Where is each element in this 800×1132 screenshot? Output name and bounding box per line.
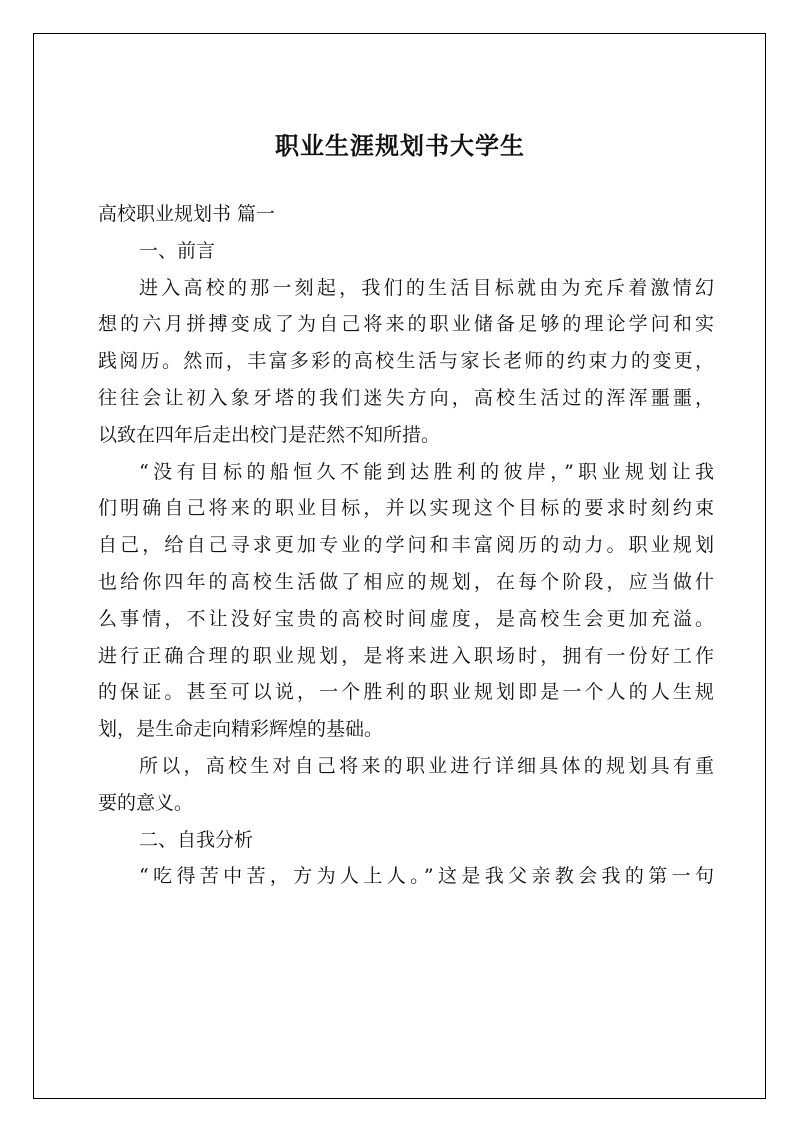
- paragraph-line: 以致在四年后走出校门是茫然不知所措。: [98, 423, 441, 446]
- paragraph-line: “没有目标的船恒久不能到达胜利的彼岸，”职业规划让我: [139, 460, 714, 483]
- document-body: [98, 196, 714, 895]
- paragraph-line: 自己，给自己寻求更加专业的学问和丰富阅历的动力。职业规划: [98, 534, 714, 557]
- paragraph-line: 想的六月拼搏变成了为自己将来的职业储备足够的理论学问和实: [98, 313, 714, 336]
- document-title: 职业生涯规划书大学生: [275, 131, 525, 160]
- subheading-self-analysis: 二、自我分析: [139, 828, 254, 851]
- paragraph-line: 进行正确合理的职业规划，是将来进入职场时，拥有一份好工作: [98, 644, 714, 667]
- paragraph-line: 要的意义。: [98, 791, 194, 814]
- paragraph-line: 践阅历。然而，丰富多彩的高校生活与家长老师的约束力的变更，: [98, 350, 714, 373]
- paragraph-line: 们明确自己将来的职业目标，并以实现这个目标的要求时刻约束: [98, 497, 714, 520]
- paragraph-line: 进入高校的那一刻起，我们的生活目标就由为充斥着激情幻: [139, 276, 714, 299]
- paragraph-line: 所以，高校生对自己将来的职业进行详细具体的规划具有重: [139, 754, 714, 777]
- paragraph-line: 往往会让初入象牙塔的我们迷失方向，高校生活过的浑浑噩噩，: [98, 386, 714, 409]
- paragraph-line: 的保证。甚至可以说，一个胜利的职业规划即是一个人的人生规: [98, 681, 714, 704]
- paragraph-line: “吃得苦中苦，方为人上人。”这是我父亲教会我的第一句: [139, 865, 714, 888]
- paragraph-line: 也给你四年的高校生活做了相应的规划，在每个阶段，应当做什: [98, 570, 714, 593]
- paragraph-line: 划，是生命走向精彩辉煌的基础。: [98, 718, 384, 741]
- paragraph-line: 么事情，不让没好宝贵的高校时间虚度，是高校生会更加充溢。: [98, 607, 714, 630]
- section-heading: 高校职业规划书 篇一: [98, 203, 276, 225]
- subheading-preface: 一、前言: [139, 239, 216, 262]
